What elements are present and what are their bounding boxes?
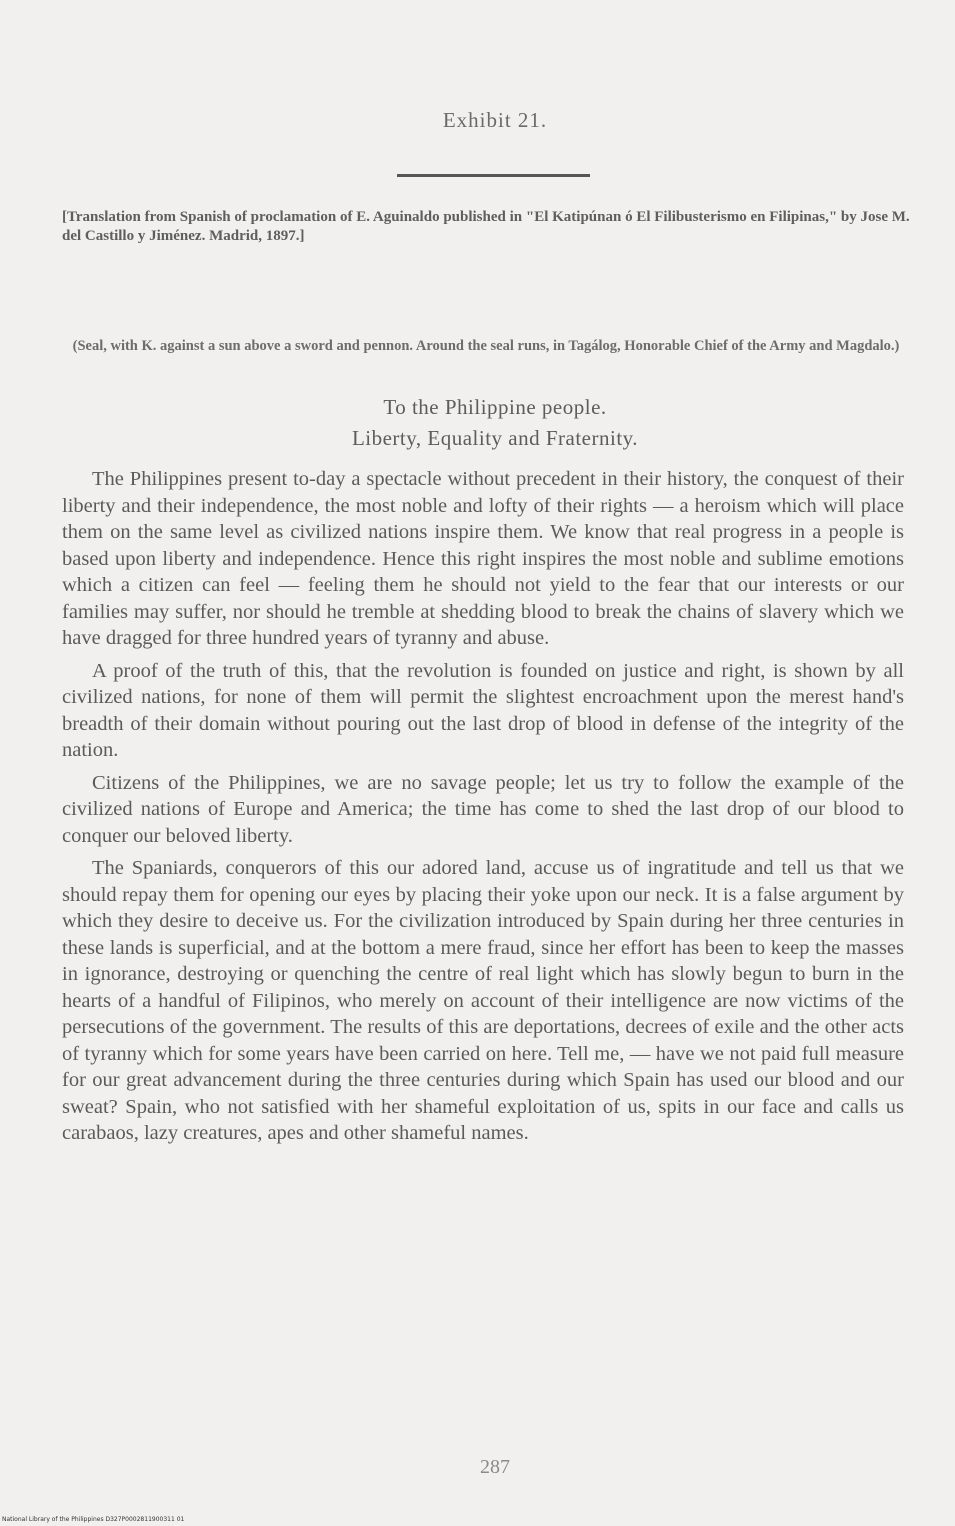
paragraph: The Spaniards, conquerors of this our adored land, accuse us of ingratitude and tell us that we should repay them for opening our eyes by placing their yoke upon our neck. It is a false argument by which they desire to deceive us. For the civilization introduced by Spain during her three centuries in these lands is superficial, and at the bottom a mere fraud, since her effort has been to keep the masses in ignorance, destroying or quenching the centre of real light which has slowly begun to burn in the hearts of a handful of Filipinos, who merely on account of their intelligence are now victims of the persecutions of the government. The results of this are deportations, decrees of exile and the other acts of tyranny which for some years have been carried on here. Tell me, — have we not paid full measure for our great advancement during the three centuries during which Spain has used our blood and our sweat? Spain, who not satisfied with her shameful exploitation of us, spits in our face and calls us carabaos, lazy creatures, apes and other shameful names.: [62, 857, 904, 1144]
paragraph: Citizens of the Philippines, we are no savage people; let us try to follow the example of the civilized nations of Europe and America; the time has come to shed the last drop of our blood to conquer our beloved liberty.: [62, 771, 904, 847]
paragraph: A proof of the truth of this, that the revolution is founded on justice and right, is shown by all civilized nations, for none of them will permit the slightest encroachment upon the merest hand's breadth of their domain without pouring out the last drop of blood in defense of the integrity of the nation.: [62, 659, 904, 761]
paragraph: The Philippines present to-day a spectacle without precedent in their history, the conquest of their liberty and their independence, the most noble and lofty of their rights — a heroism which will place them on the same level as civilized nations inspire them. We know that real progress in a people is based upon liberty and independence. Hence this right inspires the most noble and sublime emotions which a citizen can feel — feeling them he should not yield to the fear that our interests or our families may suffer, nor should he tremble at shedding blood to break the chains of slavery which we have dragged for three hundred years of tyranny and abuse.: [62, 468, 904, 649]
seal-note: (Seal, with K. against a sun above a sword and pennon. Around the seal runs, in Tagálog, Honorable Chief of the Army and Magdalo.): [72, 338, 900, 354]
footer-source: National Library of the Philippines D327P0002811900311 01: [2, 1516, 185, 1523]
title-divider: [397, 174, 590, 177]
page-number: 287: [480, 1456, 510, 1478]
exhibit-title: Exhibit 21.: [442, 108, 548, 132]
proclamation-motto: Liberty, Equality and Fraternity.: [351, 426, 639, 450]
proclamation-heading: To the Philippine people.: [383, 395, 607, 419]
proclamation-body: [62, 466, 904, 1153]
translation-note: [Translation from Spanish of proclamation of E. Aguinaldo published in "El Katipúnan ó El Filibusterismo en Filipinas," by Jose M. del Castillo y Jiménez. Madrid, 1897.]: [62, 209, 910, 244]
